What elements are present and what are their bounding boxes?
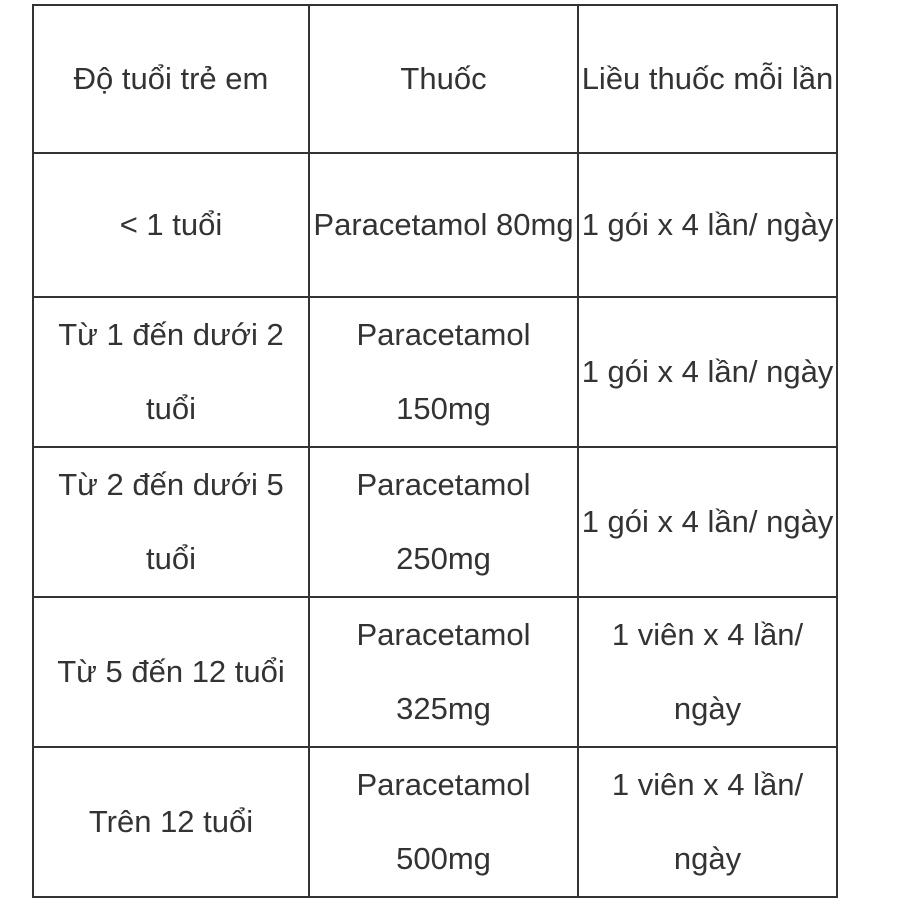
table-row: [33, 447, 837, 597]
dose-cell: 1 gói x 4 lần/ ngày: [578, 153, 837, 297]
header-row: [33, 5, 837, 153]
drug-cell: Paracetamol 80mg: [309, 153, 578, 297]
dose-cell: 1 gói x 4 lần/ ngày: [578, 447, 837, 597]
header-age: Độ tuổi trẻ em: [33, 5, 309, 153]
age-cell: Từ 2 đến dưới 5 tuổi: [33, 447, 309, 597]
age-cell: Trên 12 tuổi: [33, 747, 309, 897]
dose-cell: 1 viên x 4 lần/ ngày: [578, 597, 837, 747]
drug-cell: Paracetamol 500mg: [309, 747, 578, 897]
drug-cell: Paracetamol 250mg: [309, 447, 578, 597]
drug-cell: Paracetamol 150mg: [309, 297, 578, 447]
header-dose: Liều thuốc mỗi lần: [578, 5, 837, 153]
age-cell: < 1 tuổi: [33, 153, 309, 297]
table-row: [33, 597, 837, 747]
dose-cell: 1 viên x 4 lần/ ngày: [578, 747, 837, 897]
age-cell: Từ 5 đến 12 tuổi: [33, 597, 309, 747]
dosage-table: [32, 4, 838, 898]
drug-cell: Paracetamol 325mg: [309, 597, 578, 747]
header-drug: Thuốc: [309, 5, 578, 153]
table-row: [33, 747, 837, 897]
table-row: [33, 153, 837, 297]
dose-cell: 1 gói x 4 lần/ ngày: [578, 297, 837, 447]
table-row: [33, 297, 837, 447]
age-cell: Từ 1 đến dưới 2 tuổi: [33, 297, 309, 447]
